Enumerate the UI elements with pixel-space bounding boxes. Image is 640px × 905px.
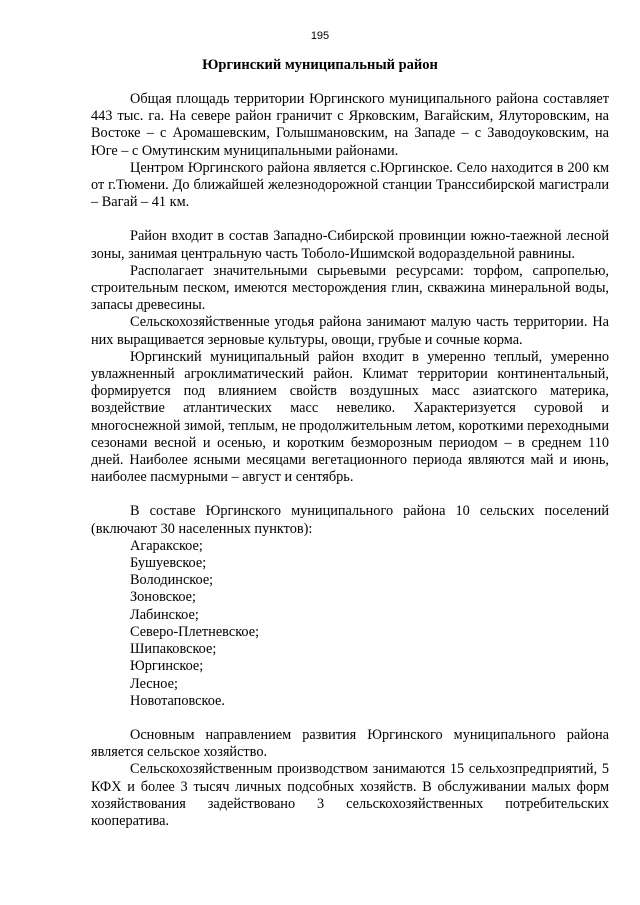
list-item: Лабинское;	[130, 606, 199, 623]
settlements-list	[91, 538, 609, 710]
paragraph-resources: Располагает значительными сырьевыми ресурсами: торфом, сапропелью, строительным песком, имеются месторождения глин, скважина минеральной воды, запасы древесины.	[91, 262, 609, 314]
list-item: Бушуевское;	[130, 555, 207, 572]
paragraph-climate: Юргинский муниципальный район входит в умеренно теплый, умеренно увлажненный агроклиматический район. Климат территории континентальный, формируется под влиянием свойств воздушных масс азиатского материка, воздействие атлантических масс невелико. Характеризуется суровой и многоснежной зимой, теплым, не продолжительным летом, короткими переходными сезонами весной и осенью, и коротким безморозным периодом – в среднем 110 дней. Наиболее ясными месяцами вегетационного периода являются май и июнь, наиболее пасмурными – август и сентябрь.	[91, 348, 609, 486]
paragraph-main-direction: Основным направлением развития Юргинского муниципального района является сельское хозяйство.	[91, 726, 609, 761]
list-item: Шипаковское;	[130, 641, 217, 658]
list-item: Агаракское;	[130, 537, 203, 554]
list-item: Северо-Плетневское;	[130, 623, 260, 640]
paragraph-settlements-intro: В составе Юргинского муниципального района 10 сельских поселений (включают 30 населенных пунктов):	[91, 503, 609, 537]
paragraph-agriculture: Сельскохозяйственным производством занимаются 15 сельхозпредприятий, 5 КФХ и более 3 тысяч личных подсобных хозяйств. В обслуживании малых форм хозяйствования задействовано 3 сельскохозяйственных потребительских кооператива.	[91, 761, 609, 829]
paragraph-district-center: Центром Юргинского района является с.Юргинское. Село находится в 200 км от г.Тюмени. До ближайшей железнодорожной станции Транссибирской магистрали – Вагай – 41 км.	[91, 159, 609, 211]
list-item: Володинское;	[130, 572, 214, 589]
page-title: Юргинский муниципальный район	[202, 57, 438, 73]
list-item: Юргинское;	[130, 658, 204, 675]
page-number: 195	[310, 30, 330, 42]
list-item: Новотаповское.	[130, 692, 225, 709]
paragraph-area-borders: Общая площадь территории Юргинского муниципального района составляет 443 тыс. га. На севере район граничит с Ярковским, Вагайским, Ялуторовским, на Востоке – с Аромашевским, Голышмановским, на Западе – с Заводоуковским, на Юге – с Омутинским муниципальными районами.	[91, 91, 609, 159]
paragraph-farmland: Сельскохозяйственные угодья района занимают малую часть территории. На них выращивается зерновые культуры, овощи, грубые и сочные корма.	[91, 314, 609, 348]
document-body	[91, 91, 609, 830]
list-item: Зоновское;	[130, 589, 196, 606]
list-item: Лесное;	[130, 675, 178, 692]
paragraph-natural-zone: Район входит в состав Западно-Сибирской провинции южно-таежной лесной зоны, занимая центральную часть Тоболо-Ишимской водораздельной равнины.	[91, 228, 609, 262]
